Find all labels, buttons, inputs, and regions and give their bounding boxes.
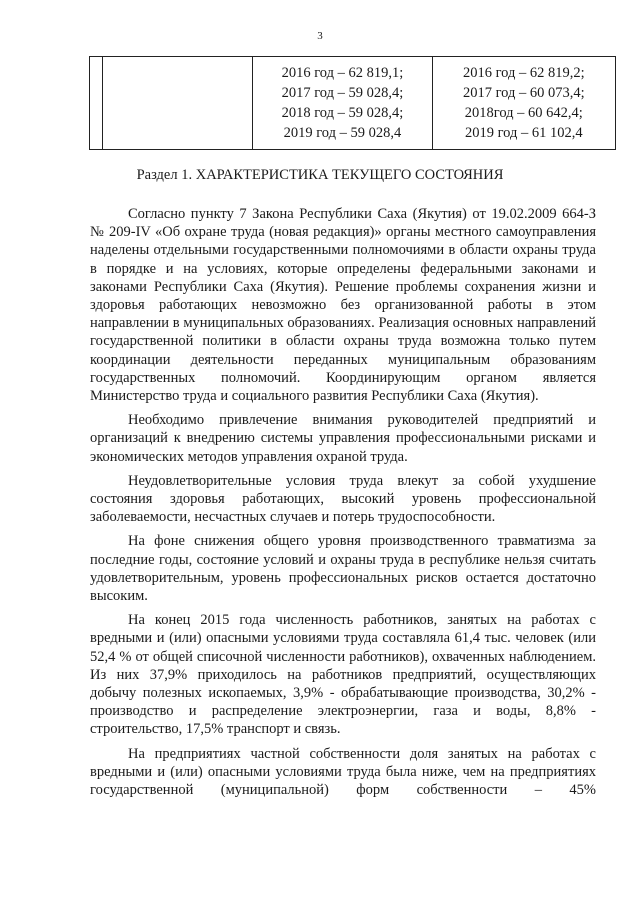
funding-line: 2017 год – 59 028,4; — [281, 85, 404, 101]
funding-line: 2018 год – 59 028,4; — [281, 105, 404, 121]
section-heading: Раздел 1. ХАРАКТЕРИСТИКА ТЕКУЩЕГО СОСТОЯНИЯ — [136, 167, 504, 183]
paragraph: Согласно пункту 7 Закона Республики Саха (Якутия) от 19.02.2009 664-З № 209-IV «Об охране труда (новая редакция)» органы местного самоуправления наделены отдельными государственными полномочиями в области охраны труда в порядке и на условиях, которые определены федеральными законами и законами Республики Саха (Якутия). Решение проблемы сохранения жизни и здоровья работающих невозможно без организованной работы в этом направлении в муниципальных образованиях. Реализация основных направлений государственной политики в области охраны труда возможна только путем координации деятельности переданных муниципальным образованиям государственных полномочий. Координирующим органом является Министерство труда и социального развития Республики Саха (Якутия). — [90, 206, 596, 405]
table-row — [90, 57, 616, 150]
funding-line: 2019 год – 59 028,4 — [283, 125, 402, 141]
funding-line: 2017 год – 60 073,4; — [462, 85, 585, 101]
body-text — [90, 205, 596, 799]
funding-line: 2019 год – 61 102,4 — [464, 125, 583, 141]
funding-line: 2018год – 60 642,4; — [464, 105, 583, 121]
table-cell-empty — [102, 57, 252, 150]
paragraph: На предприятиях частной собственности доля занятых на работах с вредными и (или) опасными условиями труда была ниже, чем на предприятиях государственной (муниципальной) форм собственности – 45% — [90, 745, 596, 799]
funding-cell-a — [253, 57, 432, 150]
page-number: 3 — [317, 30, 323, 42]
funding-table — [89, 56, 616, 150]
paragraph: Необходимо привлечение внимания руководителей предприятий и организаций к внедрению системы управления профессиональными рисками и экономических методов управления охраной труда. — [90, 412, 596, 465]
paragraph: На фоне снижения общего уровня производственного травматизма за последние годы, состояние условий и охраны труда в республике нельзя считать удовлетворительным, уровень профессиональных рисков остается достаточно высоким. — [90, 533, 596, 605]
funding-line: 2016 год – 62 819,2; — [462, 65, 585, 81]
table-cell-empty — [90, 57, 103, 150]
funding-line: 2016 год – 62 819,1; — [281, 65, 404, 81]
paragraph: Неудовлетворительные условия труда влекут за собой ухудшение состояния здоровья работающих, высокий уровень профессиональной заболеваемости, несчастных случаев и потерь трудоспособности. — [90, 472, 596, 526]
funding-cell-b — [432, 57, 615, 150]
paragraph: На конец 2015 года численность работников, занятых на работах с вредными и (или) опасными условиями труда составляла 61,4 тыс. человек (или 52,4 % от общей списочной численности работников), охваченных наблюдением. Из них 37,9% приходилось на работников предприятий, осуществляющих добычу полезных ископаемых, 3,9% - обрабатывающие производства, 30,2% - производство и распределение электроэнергии, газа и воды, 8,8% - строительство, 17,5% транспорт и связь. — [90, 612, 596, 738]
